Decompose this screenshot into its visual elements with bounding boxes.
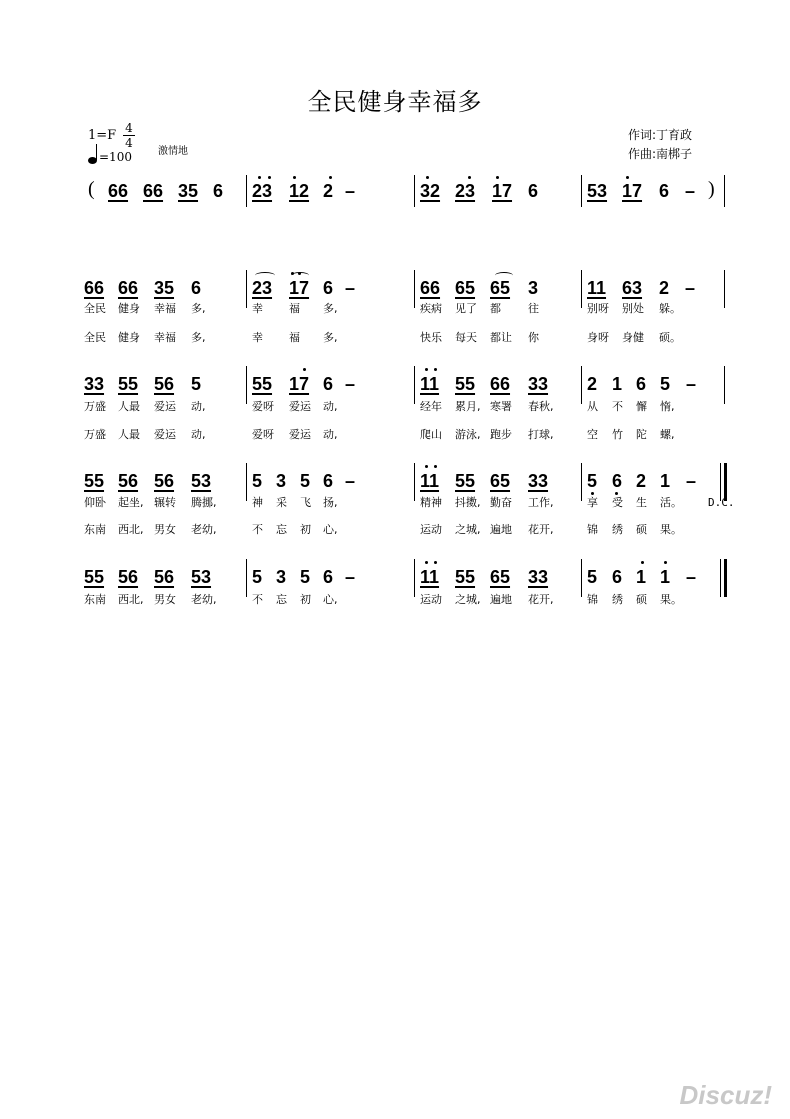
row4-m4-note: 6: [612, 567, 623, 587]
row1-v2-lyric: 幸: [252, 331, 263, 344]
row2-v1-lyric: 寒署: [490, 400, 512, 413]
row1-v1-lyric: 幸: [252, 302, 263, 315]
row3-m1-note: 56: [118, 471, 139, 491]
row4-m2-note: 6: [323, 567, 334, 587]
barline: [581, 175, 582, 207]
octave-dot: [496, 176, 499, 179]
row1-v1-lyric: 见了: [455, 302, 477, 315]
row2-v2-lyric: 陀: [636, 428, 647, 441]
row4-m1-note: 55: [84, 567, 105, 587]
dc-marking: D.C.: [708, 496, 735, 509]
row4-m1-note: 53: [191, 567, 212, 587]
row1-m3-note: 66: [420, 278, 441, 298]
row2-v2-lyric: 爱呀: [252, 428, 274, 441]
row3-v2-lyric: 西北,: [118, 523, 144, 536]
row3-m2-note: 3: [276, 471, 287, 491]
row3-v1-lyric: 抖擞,: [455, 496, 481, 509]
row2-m2-note: 55: [252, 374, 273, 394]
row2-m4-note: 6: [636, 374, 647, 394]
row4-v1-lyric: 西北,: [118, 593, 144, 606]
row2-v1-lyric: 动,: [323, 400, 338, 413]
row1-m4-note: 11: [587, 278, 607, 298]
intro-m1-note: 66: [143, 181, 164, 201]
time-signature-top: 4: [125, 121, 133, 135]
row3-v1-lyric: 活。: [660, 496, 682, 509]
barline: [724, 175, 725, 207]
row1-v1-lyric: 躲。: [659, 302, 681, 315]
row4-m3-note: 55: [455, 567, 476, 587]
barline: [414, 463, 415, 501]
octave-dot: [664, 561, 667, 564]
row2-v2-lyric: 动,: [191, 428, 206, 441]
barline: [581, 270, 582, 308]
row3-v2-lyric: 硕: [636, 523, 647, 536]
row2-m4-note: –: [686, 374, 697, 394]
row2-v1-lyric: 懈: [636, 400, 647, 413]
row2-v2-lyric: 空: [587, 428, 598, 441]
row1-m4-note: –: [685, 278, 696, 298]
row2-v1-lyric: 惰,: [660, 400, 675, 413]
row4-v1-lyric: 绣: [612, 593, 623, 606]
row2-m3-note: 66: [490, 374, 511, 394]
row4-m4-note: 5: [587, 567, 598, 587]
row1-v2-lyric: 多,: [323, 331, 338, 344]
row1-m2-note: 17: [289, 278, 310, 298]
barline: [246, 270, 247, 308]
barline: [414, 366, 415, 404]
row1-v1-lyric: 幸福: [154, 302, 176, 315]
row1-v2-lyric: 你: [528, 331, 539, 344]
barline: [246, 366, 247, 404]
row4-m3-note: 65: [490, 567, 511, 587]
barline: [414, 175, 415, 207]
row4-v1-lyric: 不: [252, 593, 263, 606]
row1-v2-lyric: 硕。: [659, 331, 681, 344]
row3-m4-note: –: [686, 471, 697, 491]
row2-m3-note: 55: [455, 374, 476, 394]
row3-m1-note: 55: [84, 471, 105, 491]
barline: [246, 559, 247, 597]
row1-v2-lyric: 福: [289, 331, 300, 344]
row3-v2-lyric: 之城,: [455, 523, 481, 536]
row2-m4-note: 1: [612, 374, 623, 394]
tempo-marking: [88, 150, 132, 164]
row2-v1-lyric: 爱运: [289, 400, 311, 413]
row1-m2-note: 6: [323, 278, 334, 298]
intro-m2-note: 2: [323, 181, 334, 201]
intro-m4-note: 17: [622, 181, 643, 201]
row3-m4-note: 1: [660, 471, 671, 491]
row2-v1-lyric: 经年: [420, 400, 442, 413]
row1-v1-lyric: 别处: [622, 302, 644, 315]
slur-mark: [255, 272, 275, 279]
row1-v1-lyric: 都: [490, 302, 501, 315]
row2-v2-lyric: 动,: [323, 428, 338, 441]
row3-v1-lyric: 起坐,: [118, 496, 144, 509]
row3-v2-lyric: 花开,: [528, 523, 554, 536]
row1-v2-lyric: 都让: [490, 331, 512, 344]
row4-m2-note: –: [345, 567, 356, 587]
row3-m3-note: 11: [420, 471, 440, 491]
row3-m3-note: 33: [528, 471, 549, 491]
row4-v1-lyric: 心,: [323, 593, 338, 606]
row2-v1-lyric: 动,: [191, 400, 206, 413]
slur-mark: [495, 272, 513, 279]
octave-dot: [434, 561, 437, 564]
row3-m4-note: 2: [636, 471, 647, 491]
row2-v1-lyric: 春秋,: [528, 400, 554, 413]
row2-m3-note: 11: [420, 374, 440, 394]
row2-v2-lyric: 爱运: [154, 428, 176, 441]
row1-v2-lyric: 幸福: [154, 331, 176, 344]
row4-m1-note: 56: [118, 567, 139, 587]
barline: [246, 175, 247, 207]
intro-m3-note: 32: [420, 181, 441, 201]
row2-v1-lyric: 爱运: [154, 400, 176, 413]
octave-dot: [425, 368, 428, 371]
row4-m4-note: –: [686, 567, 697, 587]
octave-dot: [434, 368, 437, 371]
row1-v2-lyric: 快乐: [420, 331, 442, 344]
row1-m3-note: 65: [455, 278, 476, 298]
row3-m4-note: 5: [587, 471, 598, 491]
lyricist-credit: 作词:丁育政: [628, 128, 693, 142]
score-title: 全民健身幸福多: [307, 88, 483, 116]
intro-m2-note: 23: [252, 181, 273, 201]
row3-v1-lyric: 勤奋: [490, 496, 512, 509]
octave-dot: [591, 492, 594, 495]
row1-v1-lyric: 多,: [191, 302, 206, 315]
row3-v2-lyric: 遍地: [490, 523, 512, 536]
row2-m1-note: 56: [154, 374, 175, 394]
row4-v1-lyric: 锦: [587, 593, 598, 606]
octave-dot: [303, 368, 306, 371]
barline: [724, 270, 725, 308]
row4-v1-lyric: 老幼,: [191, 593, 217, 606]
row4-m4-note: 1: [660, 567, 671, 587]
row1-v2-lyric: 每天: [455, 331, 477, 344]
time-signature-bottom: 4: [125, 136, 133, 150]
row2-v2-lyric: 爱运: [289, 428, 311, 441]
row4-v1-lyric: 初: [300, 593, 311, 606]
row3-m1-note: 53: [191, 471, 212, 491]
row2-m1-note: 33: [84, 374, 105, 394]
barline: [414, 270, 415, 308]
row4-v1-lyric: 花开,: [528, 593, 554, 606]
row4-v1-lyric: 忘: [276, 593, 287, 606]
row1-m4-note: 2: [659, 278, 670, 298]
final-barline: [724, 559, 727, 597]
intro-m4-note: 6: [659, 181, 670, 201]
row1-v2-lyric: 健身: [118, 331, 140, 344]
octave-dot: [268, 176, 271, 179]
octave-dot: [615, 492, 618, 495]
expression-marking: 激情地: [158, 146, 188, 157]
tempo-value: =100: [99, 150, 132, 164]
row1-m1-note: 6: [191, 278, 202, 298]
row1-m1-note: 66: [118, 278, 139, 298]
row3-m3-note: 65: [490, 471, 511, 491]
row4-v1-lyric: 东南: [84, 593, 106, 606]
barline: [720, 559, 721, 597]
octave-dot: [293, 176, 296, 179]
intro-m2-note: 12: [289, 181, 310, 201]
row2-v2-lyric: 螺,: [660, 428, 675, 441]
octave-dot: [329, 176, 332, 179]
octave-dot: [626, 176, 629, 179]
row1-v1-lyric: 多,: [323, 302, 338, 315]
time-signature: [122, 121, 136, 150]
row4-m1-note: 56: [154, 567, 175, 587]
row2-v2-lyric: 打球,: [528, 428, 554, 441]
octave-dot: [641, 561, 644, 564]
row3-m1-note: 56: [154, 471, 175, 491]
barline: [724, 366, 725, 404]
barline: [581, 463, 582, 501]
row3-v2-lyric: 不: [252, 523, 263, 536]
row2-v2-lyric: 人最: [118, 428, 140, 441]
octave-dot: [425, 465, 428, 468]
row1-v2-lyric: 身健: [622, 331, 644, 344]
row4-v1-lyric: 硕: [636, 593, 647, 606]
row2-m2-note: –: [345, 374, 356, 394]
intro-m1-note: 66: [108, 181, 129, 201]
row2-v1-lyric: 爱呀: [252, 400, 274, 413]
row1-v2-lyric: 身呀: [587, 331, 609, 344]
row4-m4-note: 1: [636, 567, 647, 587]
row1-v1-lyric: 福: [289, 302, 300, 315]
slur-mark: [291, 272, 309, 279]
row3-m2-note: 6: [323, 471, 334, 491]
octave-dot: [426, 176, 429, 179]
octave-dot: [468, 176, 471, 179]
row1-m3-note: 3: [528, 278, 539, 298]
row2-m4-note: 2: [587, 374, 598, 394]
intro-m3-note: 6: [528, 181, 539, 201]
row1-v1-lyric: 往: [528, 302, 539, 315]
row2-m3-note: 33: [528, 374, 549, 394]
row1-m3-note: 65: [490, 278, 511, 298]
intro-open-paren: (: [88, 178, 95, 200]
key-signature: 1=F: [88, 128, 117, 143]
row1-m4-note: 63: [622, 278, 643, 298]
row1-v2-lyric: 多,: [191, 331, 206, 344]
octave-dot: [434, 465, 437, 468]
row2-v1-lyric: 万盛: [84, 400, 106, 413]
row4-m2-note: 5: [252, 567, 263, 587]
row3-v1-lyric: 扬,: [323, 496, 338, 509]
row3-v1-lyric: 生: [636, 496, 647, 509]
row2-v2-lyric: 爬山: [420, 428, 442, 441]
intro-close-paren: ): [708, 178, 715, 200]
row1-v1-lyric: 健身: [118, 302, 140, 315]
composer-credit: 作曲:南梆子: [628, 147, 693, 161]
row1-v1-lyric: 别呀: [587, 302, 609, 315]
row1-m1-note: 66: [84, 278, 105, 298]
row3-v2-lyric: 初: [300, 523, 311, 536]
intro-m1-note: 35: [178, 181, 199, 201]
intro-m4-note: 53: [587, 181, 608, 201]
intro-m3-note: 17: [492, 181, 513, 201]
octave-dot: [258, 176, 261, 179]
row3-v1-lyric: 腾挪,: [191, 496, 217, 509]
row3-v2-lyric: 东南: [84, 523, 106, 536]
row3-m3-note: 55: [455, 471, 476, 491]
row3-v1-lyric: 采: [276, 496, 287, 509]
row2-m2-note: 17: [289, 374, 310, 394]
row4-v1-lyric: 果。: [660, 593, 682, 606]
row3-v1-lyric: 享: [587, 496, 598, 509]
row4-v1-lyric: 遍地: [490, 593, 512, 606]
row3-v1-lyric: 飞: [300, 496, 311, 509]
row3-v2-lyric: 忘: [276, 523, 287, 536]
row1-m2-note: –: [345, 278, 356, 298]
intro-m3-note: 23: [455, 181, 476, 201]
row2-v1-lyric: 人最: [118, 400, 140, 413]
barline: [246, 463, 247, 501]
row3-v1-lyric: 仰卧: [84, 496, 106, 509]
row3-m4-note: 6: [612, 471, 623, 491]
row2-v1-lyric: 从: [587, 400, 598, 413]
row3-v2-lyric: 老幼,: [191, 523, 217, 536]
row4-v1-lyric: 运动: [420, 593, 442, 606]
row3-v1-lyric: 工作,: [528, 496, 554, 509]
row3-v1-lyric: 受: [612, 496, 623, 509]
row2-m4-note: 5: [660, 374, 671, 394]
row3-v2-lyric: 男女: [154, 523, 176, 536]
row4-v1-lyric: 男女: [154, 593, 176, 606]
quarter-note-icon: [88, 157, 97, 164]
octave-dot: [425, 561, 428, 564]
row3-v2-lyric: 心,: [323, 523, 338, 536]
barline: [581, 366, 582, 404]
row1-m1-note: 35: [154, 278, 175, 298]
intro-m2-note: –: [345, 181, 356, 201]
row3-m2-note: 5: [300, 471, 311, 491]
row3-v2-lyric: 果。: [660, 523, 682, 536]
row3-m2-note: –: [345, 471, 356, 491]
row1-v2-lyric: 全民: [84, 331, 106, 344]
barline: [414, 559, 415, 597]
row2-v1-lyric: 不: [612, 400, 623, 413]
row2-m1-note: 5: [191, 374, 202, 394]
row4-m3-note: 11: [420, 567, 440, 587]
row3-v2-lyric: 锦: [587, 523, 598, 536]
row3-v2-lyric: 绣: [612, 523, 623, 536]
row3-v1-lyric: 辗转: [154, 496, 176, 509]
row3-v2-lyric: 运动: [420, 523, 442, 536]
row2-m1-note: 55: [118, 374, 139, 394]
row2-v2-lyric: 跑步: [490, 428, 512, 441]
row4-m3-note: 33: [528, 567, 549, 587]
barline: [581, 559, 582, 597]
watermark-logo: Discuz!: [679, 1080, 772, 1110]
row1-v1-lyric: 全民: [84, 302, 106, 315]
row2-v2-lyric: 游泳,: [455, 428, 481, 441]
row3-v1-lyric: 神: [252, 496, 263, 509]
row1-m2-note: 23: [252, 278, 273, 298]
row1-v1-lyric: 疾病: [420, 302, 442, 315]
row4-m2-note: 5: [300, 567, 311, 587]
row3-v1-lyric: 精神: [420, 496, 442, 509]
row2-v1-lyric: 累月,: [455, 400, 481, 413]
row4-v1-lyric: 之城,: [455, 593, 481, 606]
intro-m4-note: –: [685, 181, 696, 201]
row4-m2-note: 3: [276, 567, 287, 587]
row2-m2-note: 6: [323, 374, 334, 394]
row2-v2-lyric: 万盛: [84, 428, 106, 441]
row2-v2-lyric: 竹: [612, 428, 623, 441]
row3-m2-note: 5: [252, 471, 263, 491]
intro-m1-note: 6: [213, 181, 224, 201]
